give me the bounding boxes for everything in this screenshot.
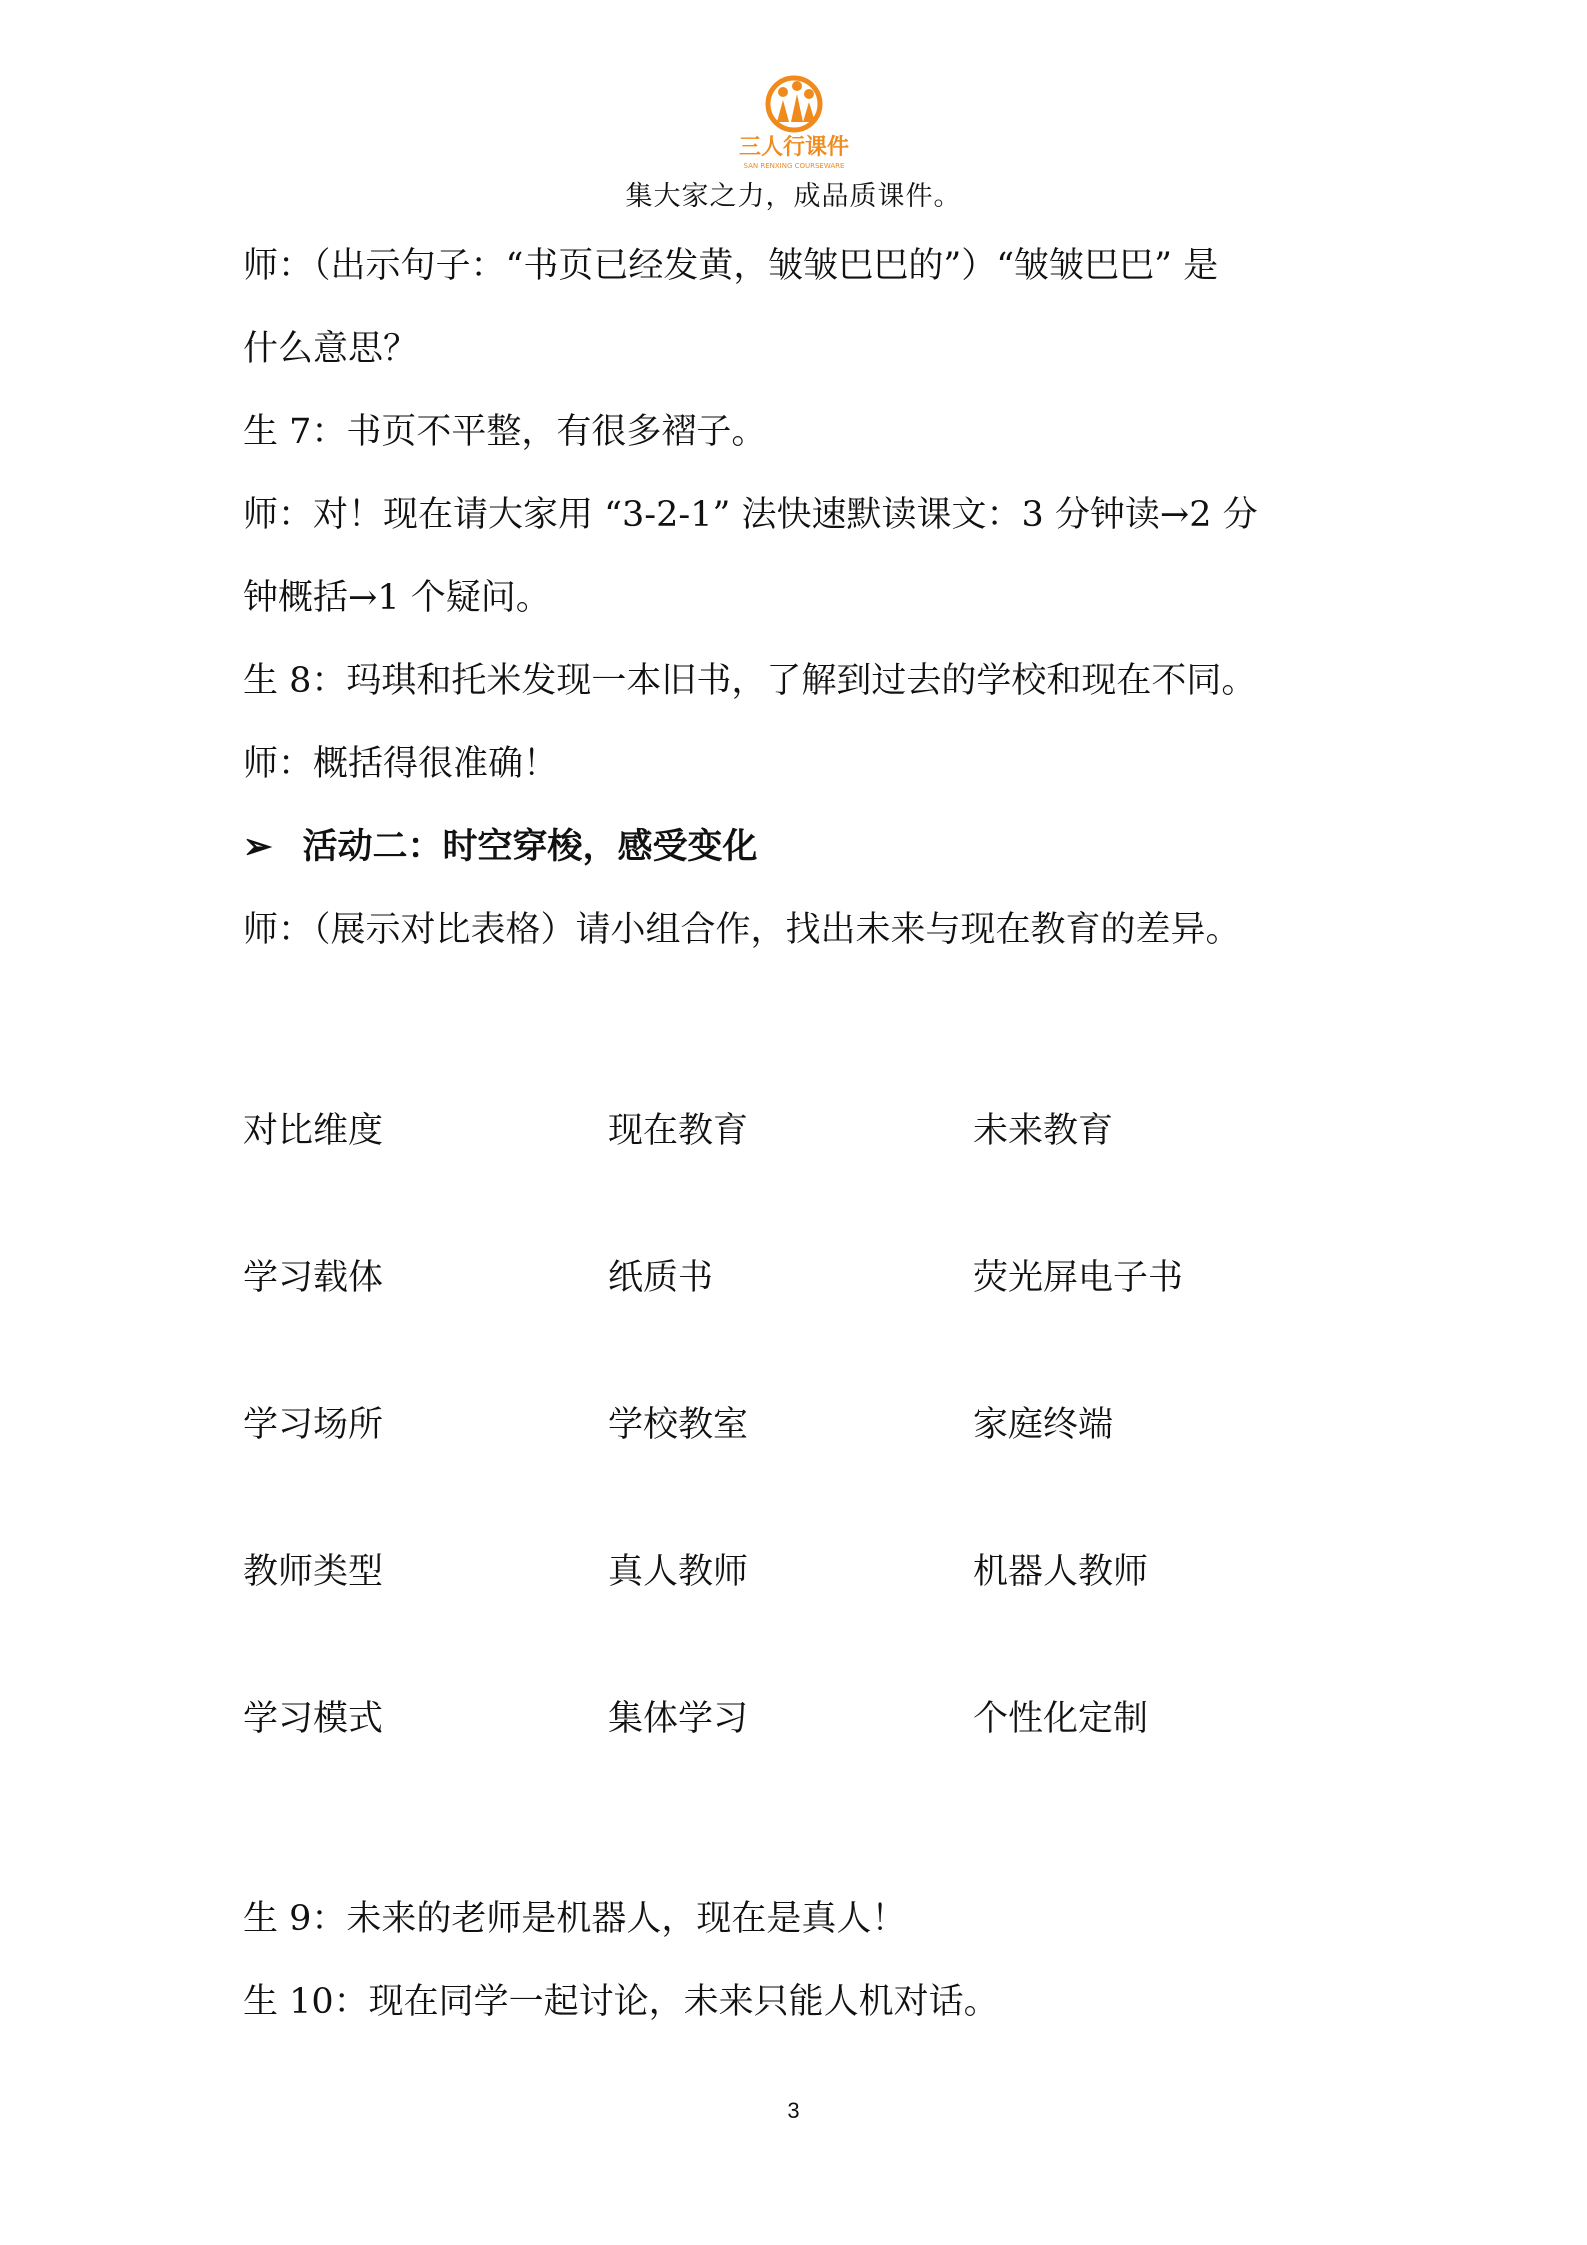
paragraph-line: 师：对！现在请大家用 “3-2-1” 法快速默读课文：3 分钟读→2 分 xyxy=(243,495,1258,535)
paragraph-line: 生 10：现在同学一起讨论，未来只能人机对话。 xyxy=(243,1982,999,2022)
paragraph-line: 什么意思？ xyxy=(243,329,419,369)
table-cell: 教师类型 xyxy=(243,1552,384,1592)
bullet-arrow-icon: ➢ xyxy=(243,826,273,867)
paragraph-line: 师：概括得很准确！ xyxy=(243,744,559,784)
activity-title: 活动二：时空穿梭，感受变化 xyxy=(302,826,758,867)
table-header-cell: 现在教育 xyxy=(608,1111,749,1151)
table-cell: 集体学习 xyxy=(608,1699,749,1739)
header-tagline: 集大家之力，成品质课件。 xyxy=(625,181,962,212)
paragraph-line: 师：（出示句子：“书页已经发黄，皱皱巴巴的”）“皱皱巴巴” 是 xyxy=(243,246,1219,286)
page-number: 3 xyxy=(787,2098,800,2123)
table-cell: 个性化定制 xyxy=(973,1699,1149,1739)
table-cell: 学习场所 xyxy=(243,1405,384,1445)
table-cell: 纸质书 xyxy=(608,1258,714,1298)
paragraph-line: 生 9：未来的老师是机器人，现在是真人！ xyxy=(243,1899,907,1939)
table-cell: 机器人教师 xyxy=(973,1552,1149,1592)
table-cell: 学校教室 xyxy=(608,1405,749,1445)
logo-text: 三人行课件 xyxy=(738,135,849,160)
logo xyxy=(719,72,869,172)
logo-subtext: SAN RENXING COURSEWARE xyxy=(743,162,844,170)
page-header xyxy=(0,72,1587,213)
instruction-line: 师：（展示对比表格）请小组合作，找出未来与现在教育的差异。 xyxy=(243,910,1241,950)
paragraph-line: 生 8：玛琪和托米发现一本旧书，了解到过去的学校和现在不同。 xyxy=(243,661,1257,701)
table-cell: 荧光屏电子书 xyxy=(973,1258,1184,1298)
table-cell: 真人教师 xyxy=(608,1552,749,1592)
table-header-cell: 对比维度 xyxy=(243,1111,384,1151)
paragraph-line: 生 7：书页不平整，有很多褶子。 xyxy=(243,412,767,452)
table-cell: 家庭终端 xyxy=(973,1405,1114,1445)
table-header-cell: 未来教育 xyxy=(973,1111,1114,1151)
activity-heading xyxy=(243,819,758,869)
paragraph-line: 钟概括→1 个疑问。 xyxy=(243,578,551,618)
table-cell: 学习模式 xyxy=(243,1699,384,1739)
table-cell: 学习载体 xyxy=(243,1258,384,1298)
